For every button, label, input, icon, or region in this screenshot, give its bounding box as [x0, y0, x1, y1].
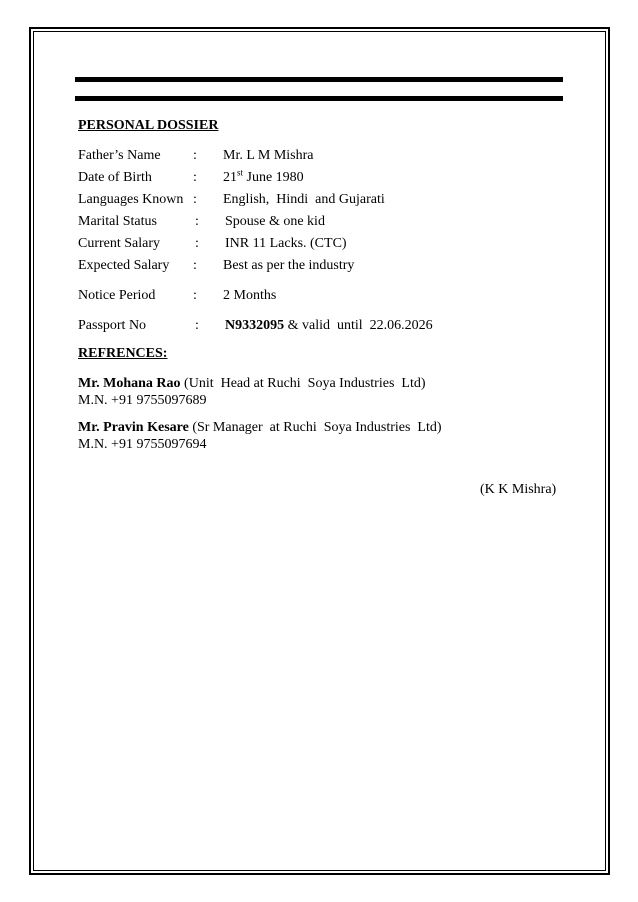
dob-month-year: June 1980	[243, 170, 304, 185]
date-of-birth-colon: :	[193, 170, 197, 185]
signature-name: (K K Mishra)	[480, 482, 557, 497]
date-of-birth-label: Date of Birth	[78, 170, 152, 185]
current-salary-value: INR 11 Lacks. (CTC)	[225, 236, 347, 251]
marital-status-value: Spouse & one kid	[225, 214, 325, 229]
notice-period-label: Notice Period	[78, 288, 156, 303]
reference-1-name: Mr. Mohana Rao	[78, 376, 181, 391]
notice-period-value: 2 Months	[223, 288, 277, 303]
date-of-birth-value	[223, 167, 304, 186]
dob-day: 21	[223, 170, 237, 185]
reference-2-phone: M.N. +91 9755097694	[78, 437, 207, 452]
notice-period-colon: :	[193, 288, 197, 303]
reference-1-phone: M.N. +91 9755097689	[78, 393, 207, 408]
current-salary-label: Current Salary	[78, 236, 161, 251]
fathers-name-label: Father’s Name	[78, 148, 161, 163]
passport-number: N9332095	[225, 318, 285, 333]
header-rule-bottom	[75, 96, 563, 101]
reference-2-name: Mr. Pravin Kesare	[78, 420, 189, 435]
marital-status-colon: :	[195, 214, 199, 229]
passport-no-label: Passport No	[78, 318, 147, 333]
passport-validity: & valid until 22.06.2026	[284, 318, 433, 333]
fathers-name-colon: :	[193, 148, 197, 163]
reference-1-line	[78, 376, 426, 392]
dob-day-suffix: st	[237, 167, 244, 178]
expected-salary-label: Expected Salary	[78, 258, 170, 273]
references-heading: REFRENCES:	[78, 346, 168, 361]
reference-2-detail: (Sr Manager at Ruchi Soya Industries Ltd)	[188, 420, 442, 435]
languages-known-value: English, Hindi and Gujarati	[223, 192, 385, 207]
expected-salary-colon: :	[193, 258, 197, 273]
languages-known-label: Languages Known	[78, 192, 184, 207]
personal-dossier-heading: PERSONAL DOSSIER	[78, 118, 219, 133]
languages-known-colon: :	[193, 192, 197, 207]
marital-status-label: Marital Status	[78, 214, 157, 229]
passport-no-value	[225, 318, 433, 334]
reference-1-detail: (Unit Head at Ruchi Soya Industries Ltd)	[180, 376, 426, 391]
reference-2-line	[78, 420, 442, 436]
header-rule-top	[75, 77, 563, 82]
passport-no-colon: :	[195, 318, 199, 333]
current-salary-colon: :	[195, 236, 199, 251]
expected-salary-value: Best as per the industry	[223, 258, 355, 273]
fathers-name-value: Mr. L M Mishra	[223, 148, 314, 163]
